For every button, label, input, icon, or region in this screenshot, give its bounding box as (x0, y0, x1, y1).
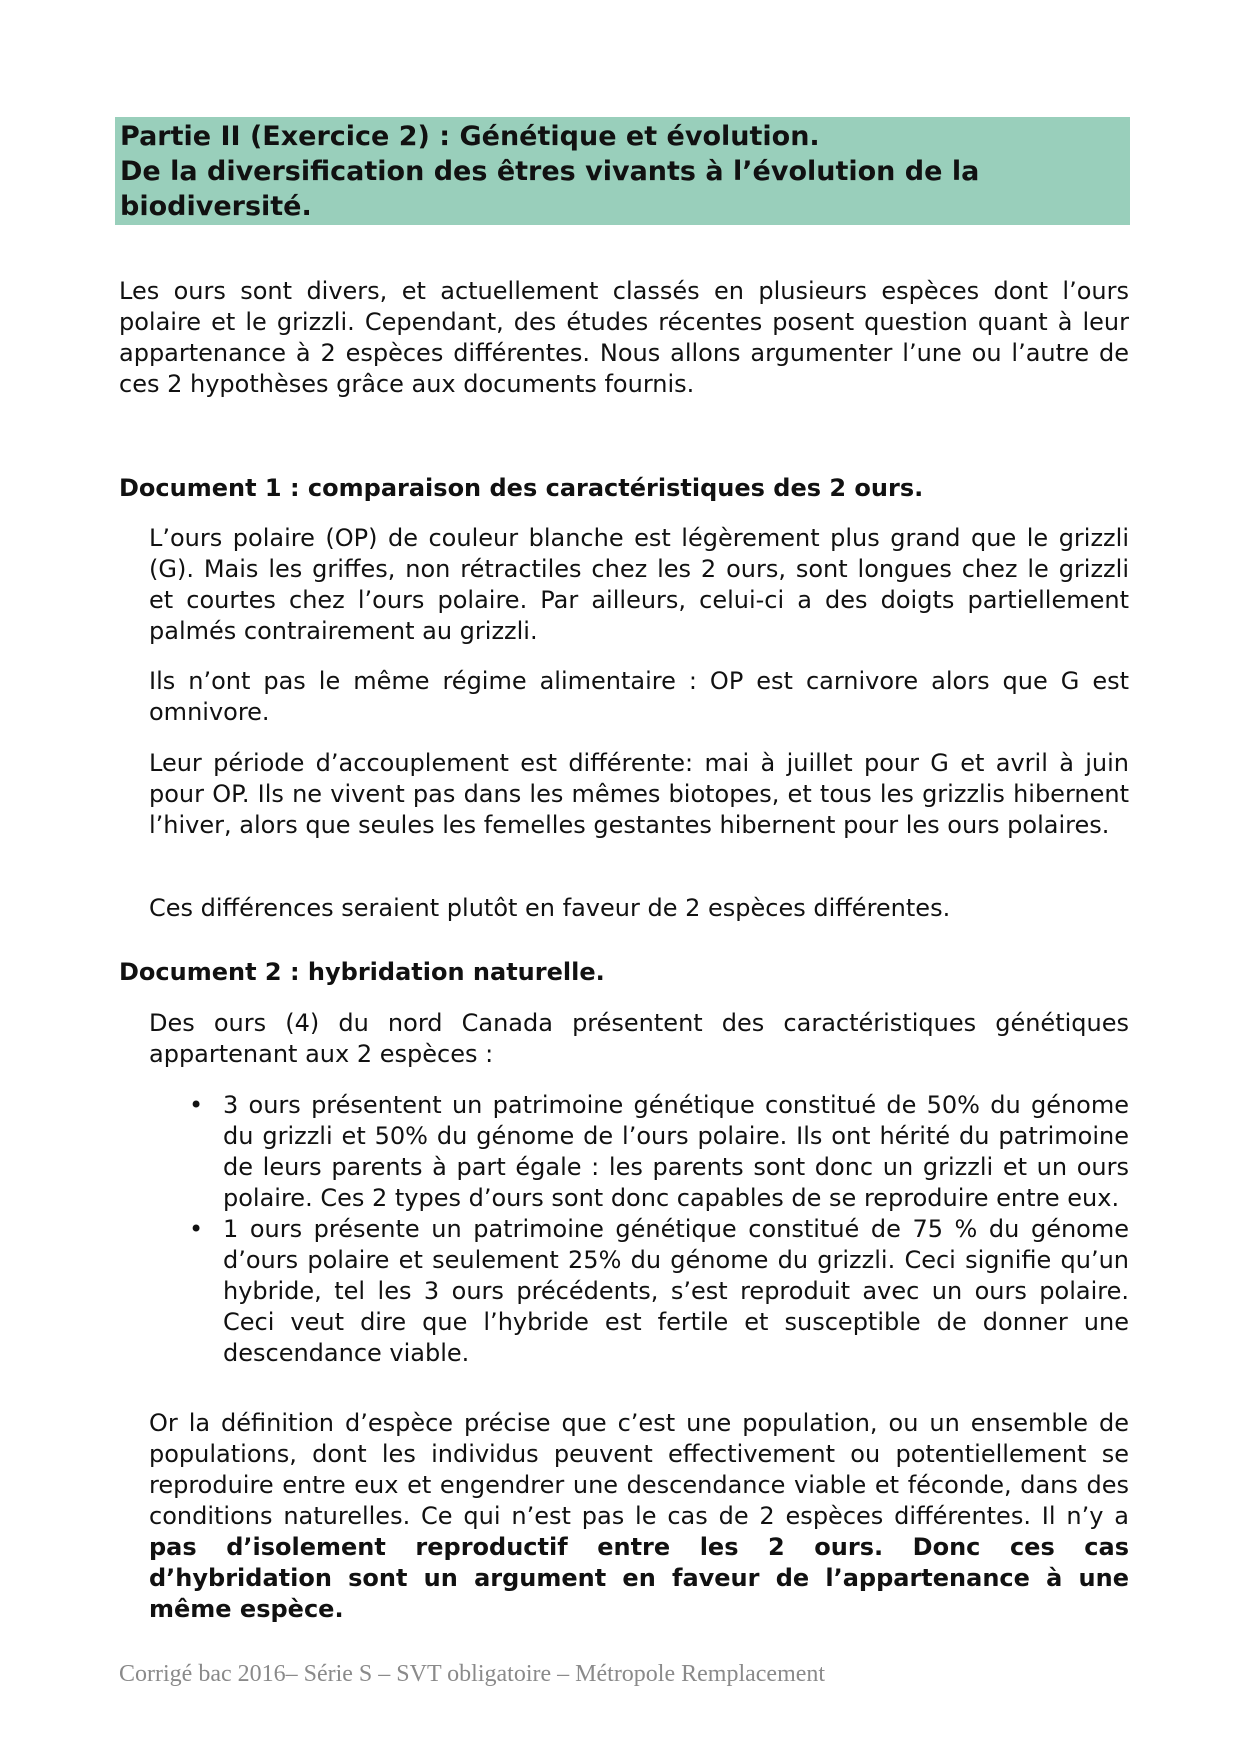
document-1-heading: Document 1 : comparaison des caractéristiques des 2 ours. (119, 474, 924, 502)
document-1-paragraph-2: Ils n’ont pas le même régime alimentaire : OP est carnivore alors que G est omnivore. (149, 667, 1129, 726)
bullet-icon: • (189, 1215, 204, 1243)
document-1-paragraph-1: L’ours polaire (OP) de couleur blanche est légèrement plus grand que le grizzli (G). Mais les griffes, non rétractiles chez les 2 ours, sont longues chez le grizzli et courtes chez l’ours polaire. Par ailleurs, celui-ci a des doigts partiellement palmés contrairement au grizzli. (149, 524, 1129, 645)
page-footer: Corrigé bac 2016– Série S – SVT obligatoire – Métropole Remplacement (119, 1661, 826, 1687)
hybrid-bullet-list (149, 1090, 1129, 1369)
list-item (149, 1214, 1129, 1369)
document-1-paragraph-4: Ces différences seraient plutôt en faveur de 2 espèces différentes. (149, 894, 951, 922)
title-line-3: biodiversité. (120, 191, 312, 222)
document-1-paragraph-3: Leur période d’accouplement est différente: mai à juillet pour G et avril à juin pour OP. Ils ne vivent pas dans les mêmes biotopes, et tous les grizzlis hibernent l’hiver, alors que seules les femelles gestantes hibernent pour les ours polaires. (149, 749, 1129, 839)
title-line-2: De la diversification des êtres vivants à l’évolution de la (120, 156, 980, 187)
conclusion-bold-text: pas d’isolement reproductif entre les 2 ours. Donc ces cas d’hybridation sont un argument en faveur de l’appartenance à une même espèce. (149, 1533, 1129, 1623)
list-item (149, 1090, 1129, 1214)
document-2-conclusion (149, 1408, 1129, 1625)
title-banner (115, 117, 1130, 225)
document-2-heading: Document 2 : hybridation naturelle. (119, 958, 605, 986)
bullet-icon: • (189, 1091, 204, 1119)
bullet-text: 3 ours présentent un patrimoine génétique constitué de 50% du génome du grizzli et 50% du génome de l’ours polaire. Ils ont hérité du patrimoine de leurs parents à part égale : les parents sont donc un grizzli et un ours polaire. Ces 2 types d’ours sont donc capables de se reproduire entre eux. (223, 1091, 1129, 1212)
document-2-intro: Des ours (4) du nord Canada présentent des caractéristiques génétiques appartenant aux 2 espèces : (149, 1009, 1129, 1068)
conclusion-plain-text: Or la définition d’espèce précise que c’est une population, ou un ensemble de populations, dont les individus peuvent effectivement ou potentiellement se reproduire entre eux et engendrer une descendance viable et féconde, dans des conditions naturelles. Ce qui n’est pas le cas de 2 espèces différentes. Il n’y a (149, 1409, 1129, 1530)
title-line-1: Partie II (Exercice 2) : Génétique et évolution. (120, 121, 820, 152)
intro-paragraph: Les ours sont divers, et actuellement classés en plusieurs espèces dont l’ours polaire et le grizzli. Cependant, des études récentes posent question quant à leur appartenance à 2 espèces différentes. Nous allons argumenter l’une ou l’autre de ces 2 hypothèses grâce aux documents fournis. (119, 277, 1129, 398)
bullet-text: 1 ours présente un patrimoine génétique constitué de 75 % du génome d’ours polaire et seulement 25% du génome du grizzli. Ceci signifie qu’un hybride, tel les 3 ours précédents, s’est reproduit avec un ours polaire. Ceci veut dire que l’hybride est fertile et susceptible de donner une descendance viable. (223, 1215, 1129, 1367)
